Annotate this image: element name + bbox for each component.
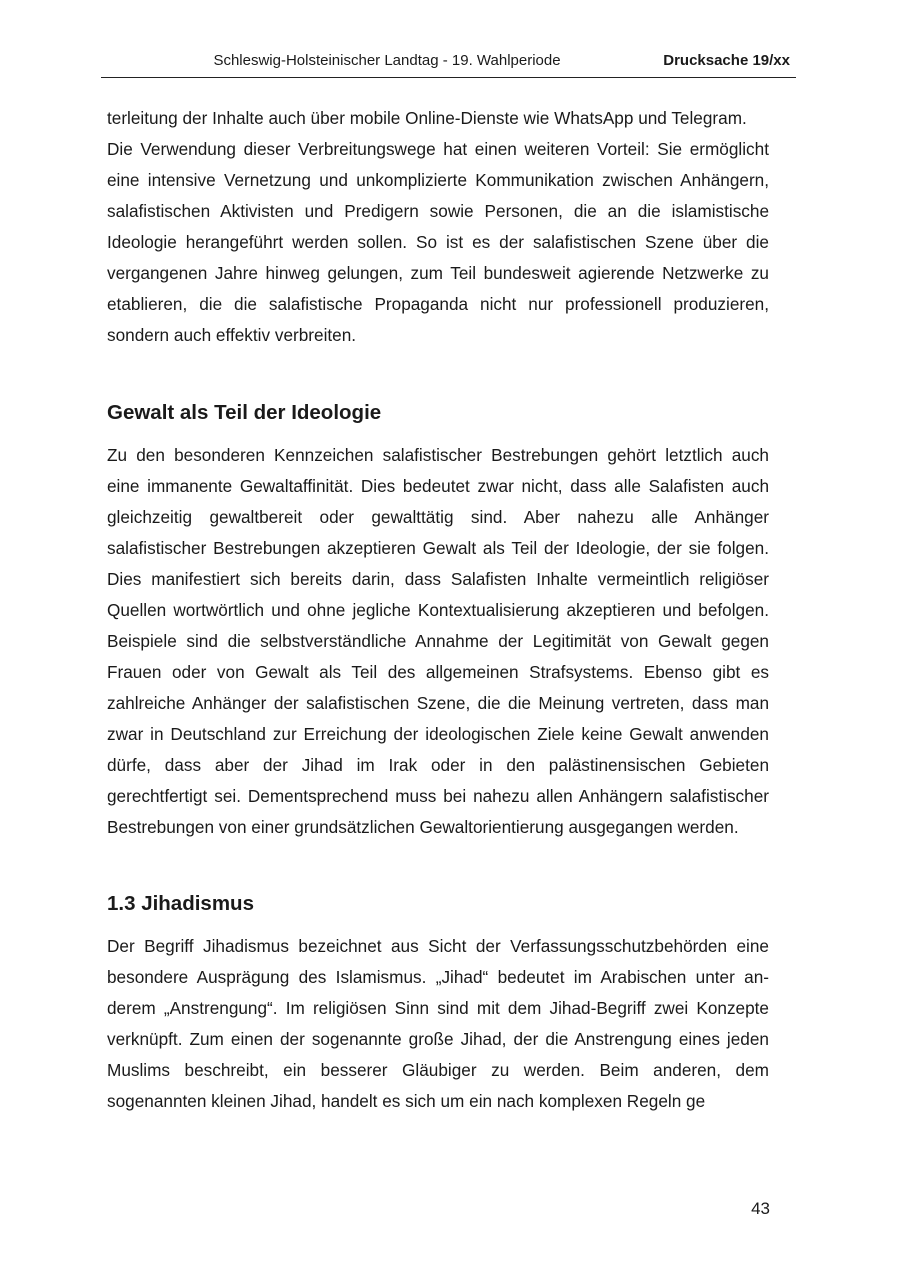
header-title: Schleswig-Holsteinischer Landtag - 19. Wahlperiode [213, 52, 561, 69]
paragraph-1: terleitung der Inhalte auch über mobile Online-Dienste wie WhatsApp und Telegram. [107, 108, 747, 128]
page-header [101, 50, 796, 78]
section-heading-gewalt: Gewalt als Teil der Ideologie [107, 401, 382, 424]
section-heading-jihadismus: 1.3 Jihadismus [107, 892, 254, 915]
document-body [107, 103, 769, 1117]
paragraph-2: Die Verwendung dieser Verbreitungswege hat einen weiteren Vorteil: Sie ermöglicht eine intensive Vernetzung und unkomplizierte Kommunikation zwischen Anhängern, salafistischen Aktivisten und Predigern sowie Personen, die an die islamistische Ideologie herangeführt werden sollen. So ist es der salafistischen Szene über die vergangenen Jahre hinweg gelungen, zum Teil bundesweit agierende Netzwerke zu etablieren, die die salafistische Propaganda nicht nur professionell produzieren, sondern auch effektiv verbreiten. [107, 139, 769, 345]
paragraph-3: Zu den besonderen Kennzeichen salafistischer Bestrebungen gehört letztlich auch eine immanente Gewaltaffinität. Dies bedeutet zwar nicht, dass alle Salafisten auch gleichzeitig gewaltbereit oder gewalttätig sind. Aber nahezu alle Anhänger salafistischer Bestrebungen akzeptieren Gewalt als Teil der Ideologie, der sie folgen. Dies manifestiert sich bereits darin, dass Salafisten Inhalte vermeintlich religiöser Quellen wortwörtlich und ohne jegliche Kontextualisierung akzeptieren und befolgen. Beispiele sind die selbstverständliche Annahme der Legitimität von Gewalt gegen Frauen oder von Gewalt als Teil des allgemeinen Strafsystems. Ebenso gibt es zahlreiche Anhänger der salafistischen Szene, die die Meinung vertreten, dass man zwar in Deutschland zur Erreichung der ideologischen Ziele keine Gewalt anwenden dürfe, dass aber der Jihad im Irak oder in den palästinensischen Gebieten gerechtfertigt sei. Dementsprechend muss bei nahezu allen Anhängern salafistischer Bestrebungen von einer grundsätzlichen Gewaltorientierung ausgegangen werden. [107, 445, 769, 837]
document-reference: Drucksache 19/xx [663, 52, 790, 69]
paragraph-4: Der Begriff Jihadismus bezeichnet aus Sicht der Verfassungsschutzbehörden eine besondere Ausprägung des Islamismus. „Jihad“ bedeutet im Arabischen unter anderem „Anstrengung“. Im religiösen Sinn sind mit dem Jihad-Begriff zwei Konzepte verknüpft. Zum einen der sogenannte große Jihad, der die Anstrengung eines jeden Muslims beschreibt, ein besserer Gläubiger zu werden. Beim anderen, dem sogenannten kleinen Jihad, handelt es sich um ein nach komplexen Regeln ge [107, 936, 769, 1111]
page-number: 43 [751, 1199, 770, 1218]
